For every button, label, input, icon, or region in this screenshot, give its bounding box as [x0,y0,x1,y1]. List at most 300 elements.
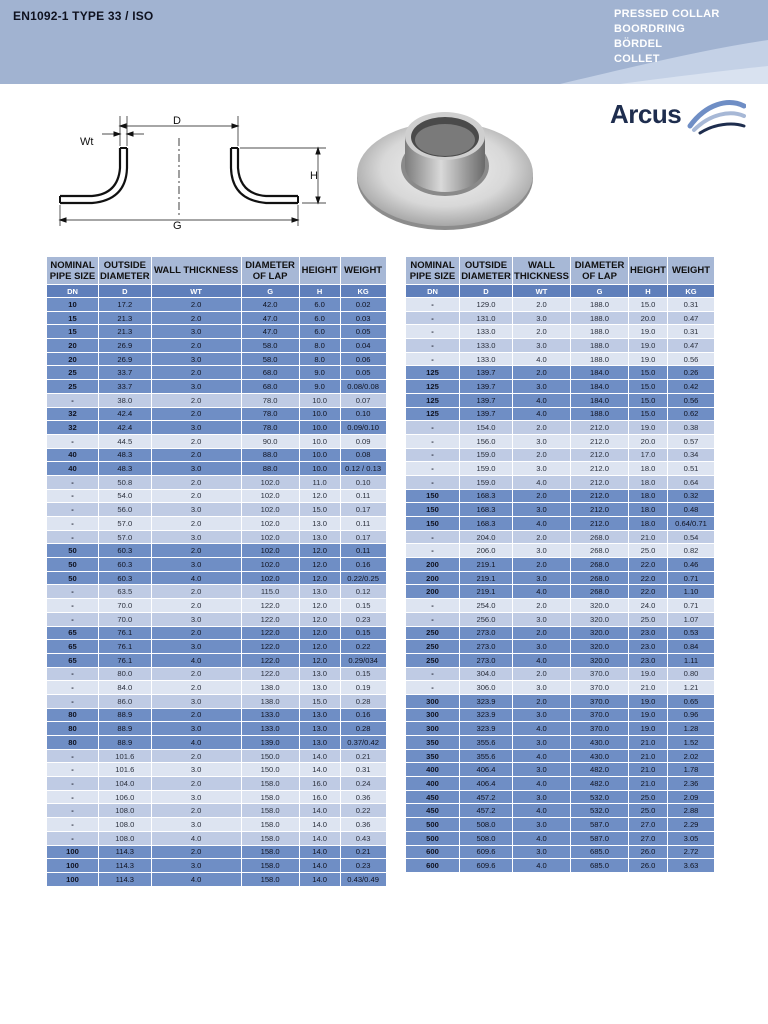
cell-diameter-of-lap: 47.0 [241,311,299,325]
cell-outside-diameter: 88.9 [99,708,152,722]
cell-height: 19.0 [629,667,668,681]
unit-header-wt: WT [151,285,241,298]
cell-height: 15.0 [299,694,340,708]
cell-diameter-of-lap: 482.0 [571,763,629,777]
cell-dn: - [47,694,99,708]
table-row [406,777,715,791]
table-row [47,311,387,325]
cell-outside-diameter: 273.0 [460,640,513,654]
cell-height: 12.0 [299,599,340,613]
cell-weight: 0.37/0.42 [340,736,386,750]
cell-height: 14.0 [299,749,340,763]
cell-diameter-of-lap: 78.0 [241,421,299,435]
cell-wall-thickness: 3.0 [151,558,241,572]
cell-height: 10.0 [299,421,340,435]
cell-dn: 200 [406,585,460,599]
cell-dn: 125 [406,407,460,421]
cell-wall-thickness: 4.0 [513,749,571,763]
cell-diameter-of-lap: 150.0 [241,763,299,777]
cell-diameter-of-lap: 102.0 [241,544,299,558]
cell-outside-diameter: 80.0 [99,667,152,681]
cell-diameter-of-lap: 212.0 [571,421,629,435]
cell-outside-diameter: 139.7 [460,407,513,421]
cell-height: 13.0 [299,736,340,750]
cell-weight: 0.34 [668,448,715,462]
cell-dn: 200 [406,558,460,572]
table-row [406,393,715,407]
cell-diameter-of-lap: 212.0 [571,475,629,489]
table-row [47,845,387,859]
cell-diameter-of-lap: 133.0 [241,708,299,722]
cell-height: 16.0 [299,777,340,791]
cell-diameter-of-lap: 42.0 [241,298,299,312]
cell-diameter-of-lap: 188.0 [571,325,629,339]
cell-dn: 150 [406,517,460,531]
cell-weight: 2.88 [668,804,715,818]
cell-diameter-of-lap: 320.0 [571,599,629,613]
cell-height: 12.0 [299,571,340,585]
cell-weight: 0.71 [668,571,715,585]
cell-height: 12.0 [299,653,340,667]
cell-height: 9.0 [299,366,340,380]
unit-header-kg: KG [340,285,386,298]
cell-height: 19.0 [629,339,668,353]
cell-weight: 0.11 [340,544,386,558]
table-row [47,407,387,421]
cell-dn: - [47,777,99,791]
cell-wall-thickness: 3.0 [151,818,241,832]
cell-dn: 25 [47,366,99,380]
cell-wall-thickness: 4.0 [513,722,571,736]
cell-diameter-of-lap: 587.0 [571,831,629,845]
table-row [406,462,715,476]
cell-height: 18.0 [629,517,668,531]
drawing-label-g: G [173,220,182,232]
cell-weight: 0.51 [668,462,715,476]
table-row [406,311,715,325]
cell-outside-diameter: 60.3 [99,558,152,572]
header-band [0,0,768,84]
cell-wall-thickness: 3.0 [513,708,571,722]
cell-wall-thickness: 2.0 [513,325,571,339]
cell-wall-thickness: 4.0 [513,859,571,873]
arcus-logo [606,96,746,136]
cell-outside-diameter: 508.0 [460,818,513,832]
cell-dn: - [406,421,460,435]
cell-height: 15.0 [629,298,668,312]
cell-wall-thickness: 3.0 [513,462,571,476]
table-row [406,530,715,544]
cell-height: 19.0 [629,352,668,366]
cell-outside-diameter: 26.9 [99,352,152,366]
cell-dn: - [406,599,460,613]
cell-weight: 0.31 [668,298,715,312]
cell-diameter-of-lap: 90.0 [241,434,299,448]
table-row [47,544,387,558]
cell-wall-thickness: 3.0 [513,434,571,448]
cell-wall-thickness: 2.0 [151,544,241,558]
cell-outside-diameter: 139.7 [460,393,513,407]
cell-weight: 1.52 [668,736,715,750]
cell-outside-diameter: 108.0 [99,818,152,832]
cell-diameter-of-lap: 188.0 [571,407,629,421]
table-row [47,585,387,599]
cell-weight: 0.12 / 0.13 [340,462,386,476]
cell-outside-diameter: 86.0 [99,694,152,708]
cell-dn: 450 [406,804,460,818]
cell-dn: 80 [47,722,99,736]
cell-diameter-of-lap: 370.0 [571,681,629,695]
cell-outside-diameter: 26.9 [99,339,152,353]
table-row [406,585,715,599]
cell-outside-diameter: 56.0 [99,503,152,517]
cell-wall-thickness: 3.0 [513,681,571,695]
cell-dn: - [406,311,460,325]
cell-outside-diameter: 133.0 [460,325,513,339]
cell-dn: 300 [406,722,460,736]
cell-outside-diameter: 133.0 [460,339,513,353]
cell-weight: 0.28 [340,694,386,708]
cell-diameter-of-lap: 532.0 [571,804,629,818]
cell-wall-thickness: 4.0 [151,831,241,845]
cell-outside-diameter: 101.6 [99,749,152,763]
cell-outside-diameter: 609.6 [460,859,513,873]
cell-wall-thickness: 2.0 [151,749,241,763]
cell-diameter-of-lap: 78.0 [241,407,299,421]
table-row [406,640,715,654]
cell-wall-thickness: 3.0 [513,640,571,654]
cell-height: 15.0 [629,380,668,394]
product-name-english: PRESSED COLLAR [614,8,720,20]
cell-height: 18.0 [629,489,668,503]
cell-weight: 0.02 [340,298,386,312]
cell-wall-thickness: 3.0 [513,339,571,353]
cell-outside-diameter: 106.0 [99,790,152,804]
cell-outside-diameter: 76.1 [99,626,152,640]
table-row [47,599,387,613]
cell-dn: - [47,434,99,448]
cell-dn: 125 [406,380,460,394]
cell-wall-thickness: 2.0 [513,298,571,312]
table-row [47,804,387,818]
cell-weight: 0.22/0.25 [340,571,386,585]
cell-wall-thickness: 4.0 [513,831,571,845]
table-row [406,612,715,626]
cell-dn: 32 [47,407,99,421]
cell-wall-thickness: 2.0 [151,626,241,640]
table-row [406,434,715,448]
cell-dn: - [406,352,460,366]
cell-outside-diameter: 88.9 [99,722,152,736]
table-body-left [47,298,387,887]
cell-dn: - [406,475,460,489]
cell-height: 19.0 [629,722,668,736]
cell-weight: 0.17 [340,503,386,517]
cell-weight: 0.48 [668,503,715,517]
cell-dn: - [406,339,460,353]
cell-outside-diameter: 70.0 [99,612,152,626]
cell-height: 14.0 [299,818,340,832]
cell-weight: 0.43 [340,831,386,845]
cell-weight: 0.10 [340,407,386,421]
cell-diameter-of-lap: 370.0 [571,722,629,736]
table-row [406,489,715,503]
table-row [47,462,387,476]
cell-weight: 0.04 [340,339,386,353]
cell-wall-thickness: 2.0 [151,517,241,531]
cell-weight: 0.53 [668,626,715,640]
table-row [47,790,387,804]
cell-dn: - [47,681,99,695]
table-row [406,571,715,585]
cell-weight: 2.09 [668,790,715,804]
cell-wall-thickness: 4.0 [151,571,241,585]
cell-dn: - [47,763,99,777]
cell-diameter-of-lap: 88.0 [241,448,299,462]
cell-outside-diameter: 254.0 [460,599,513,613]
cell-outside-diameter: 76.1 [99,653,152,667]
cell-outside-diameter: 139.7 [460,366,513,380]
cell-wall-thickness: 2.0 [151,434,241,448]
cell-dn: 500 [406,818,460,832]
logo-wave-icon [686,96,746,136]
cell-outside-diameter: 323.9 [460,722,513,736]
cell-wall-thickness: 3.0 [513,380,571,394]
cell-dn: 50 [47,558,99,572]
cell-weight: 3.63 [668,859,715,873]
cell-diameter-of-lap: 158.0 [241,831,299,845]
cell-wall-thickness: 3.0 [513,544,571,558]
drawing-label-d: D [173,115,181,127]
cell-dn: 50 [47,571,99,585]
cell-weight: 0.32 [668,489,715,503]
cell-wall-thickness: 3.0 [151,640,241,654]
cell-outside-diameter: 219.1 [460,558,513,572]
cell-diameter-of-lap: 158.0 [241,845,299,859]
cell-diameter-of-lap: 268.0 [571,585,629,599]
table-row [47,571,387,585]
table-row [406,708,715,722]
cell-height: 9.0 [299,380,340,394]
table-row [47,475,387,489]
col-header-weight: WEIGHT [668,257,715,285]
cell-diameter-of-lap: 212.0 [571,448,629,462]
cell-diameter-of-lap: 133.0 [241,722,299,736]
cell-dn: 65 [47,653,99,667]
cell-weight: 0.46 [668,558,715,572]
cell-height: 23.0 [629,626,668,640]
cell-dn: - [406,667,460,681]
cell-weight: 0.54 [668,530,715,544]
cell-diameter-of-lap: 58.0 [241,352,299,366]
cell-diameter-of-lap: 370.0 [571,708,629,722]
cell-height: 16.0 [299,790,340,804]
cell-dn: - [47,489,99,503]
cell-weight: 0.84 [668,640,715,654]
cell-weight: 0.09/0.10 [340,421,386,435]
cell-wall-thickness: 2.0 [151,667,241,681]
cell-height: 18.0 [629,475,668,489]
cell-dn: 40 [47,462,99,476]
cell-wall-thickness: 3.0 [513,763,571,777]
cell-diameter-of-lap: 58.0 [241,339,299,353]
cell-weight: 0.29/034 [340,653,386,667]
cell-height: 20.0 [629,434,668,448]
cell-diameter-of-lap: 139.0 [241,736,299,750]
cell-wall-thickness: 2.0 [151,448,241,462]
cell-dn: - [47,585,99,599]
cell-dn: 450 [406,790,460,804]
cell-height: 10.0 [299,393,340,407]
table-row [47,612,387,626]
cell-height: 14.0 [299,872,340,886]
cell-outside-diameter: 219.1 [460,571,513,585]
table-row [406,421,715,435]
cell-weight: 0.11 [340,517,386,531]
cell-wall-thickness: 4.0 [513,475,571,489]
cell-diameter-of-lap: 102.0 [241,475,299,489]
cell-weight: 0.64/0.71 [668,517,715,531]
cell-weight: 0.10 [340,475,386,489]
cell-wall-thickness: 3.0 [151,530,241,544]
cell-diameter-of-lap: 268.0 [571,571,629,585]
cell-weight: 3.05 [668,831,715,845]
cell-weight: 1.10 [668,585,715,599]
cell-weight: 0.64 [668,475,715,489]
cell-diameter-of-lap: 212.0 [571,489,629,503]
table-row [406,298,715,312]
cell-wall-thickness: 2.0 [151,681,241,695]
cell-weight: 0.23 [340,859,386,873]
cell-diameter-of-lap: 212.0 [571,462,629,476]
cell-outside-diameter: 168.3 [460,517,513,531]
cell-height: 6.0 [299,298,340,312]
cell-diameter-of-lap: 685.0 [571,859,629,873]
table-row [47,859,387,873]
cell-height: 11.0 [299,475,340,489]
cell-height: 12.0 [299,544,340,558]
cell-wall-thickness: 2.0 [151,708,241,722]
cell-diameter-of-lap: 158.0 [241,872,299,886]
cell-height: 13.0 [299,681,340,695]
unit-header-g: G [241,285,299,298]
cell-outside-diameter: 131.0 [460,311,513,325]
cell-diameter-of-lap: 122.0 [241,612,299,626]
cell-wall-thickness: 4.0 [513,517,571,531]
cell-height: 10.0 [299,448,340,462]
cell-height: 21.0 [629,530,668,544]
cell-dn: 400 [406,777,460,791]
col-header-wall-thickness: WALL THICKNESS [151,257,241,285]
cell-wall-thickness: 2.0 [151,298,241,312]
cell-outside-diameter: 33.7 [99,366,152,380]
cell-outside-diameter: 304.0 [460,667,513,681]
cell-diameter-of-lap: 138.0 [241,681,299,695]
cell-dn: - [406,298,460,312]
table-row [406,352,715,366]
cell-weight: 0.03 [340,311,386,325]
cell-height: 13.0 [299,722,340,736]
cell-weight: 0.62 [668,407,715,421]
cell-diameter-of-lap: 184.0 [571,366,629,380]
cell-wall-thickness: 2.0 [513,448,571,462]
table-row [406,380,715,394]
cell-weight: 0.23 [340,612,386,626]
cell-height: 18.0 [629,503,668,517]
cell-height: 13.0 [299,517,340,531]
cell-outside-diameter: 101.6 [99,763,152,777]
cell-wall-thickness: 3.0 [151,694,241,708]
cell-diameter-of-lap: 158.0 [241,804,299,818]
cell-wall-thickness: 2.0 [151,599,241,613]
cell-weight: 0.31 [668,325,715,339]
cell-outside-diameter: 273.0 [460,626,513,640]
cell-wall-thickness: 3.0 [151,380,241,394]
cell-outside-diameter: 129.0 [460,298,513,312]
cell-height: 6.0 [299,311,340,325]
cell-outside-diameter: 42.4 [99,421,152,435]
cell-diameter-of-lap: 102.0 [241,489,299,503]
cell-dn: 100 [47,859,99,873]
cell-wall-thickness: 4.0 [151,872,241,886]
cell-height: 21.0 [629,777,668,791]
cell-weight: 0.65 [668,694,715,708]
table-row [406,599,715,613]
cell-wall-thickness: 3.0 [151,722,241,736]
cell-outside-diameter: 159.0 [460,462,513,476]
cell-diameter-of-lap: 370.0 [571,694,629,708]
table-row [406,448,715,462]
cell-dn: 20 [47,339,99,353]
cell-outside-diameter: 406.4 [460,777,513,791]
cell-height: 15.0 [629,366,668,380]
cell-wall-thickness: 3.0 [151,763,241,777]
cell-dn: - [406,325,460,339]
cell-outside-diameter: 168.3 [460,503,513,517]
cell-weight: 1.21 [668,681,715,695]
cell-height: 8.0 [299,339,340,353]
cell-dn: - [47,667,99,681]
cell-weight: 0.26 [668,366,715,380]
table-row [406,681,715,695]
cell-weight: 0.56 [668,352,715,366]
cell-wall-thickness: 3.0 [151,325,241,339]
cell-dn: - [47,612,99,626]
table-row [47,448,387,462]
cell-outside-diameter: 168.3 [460,489,513,503]
cell-outside-diameter: 273.0 [460,653,513,667]
cell-weight: 2.72 [668,845,715,859]
cell-dn: - [406,530,460,544]
cell-diameter-of-lap: 188.0 [571,311,629,325]
cell-dn: 25 [47,380,99,394]
cell-wall-thickness: 3.0 [151,859,241,873]
table-row [406,653,715,667]
cell-weight: 0.11 [340,489,386,503]
cell-wall-thickness: 4.0 [151,736,241,750]
cell-height: 19.0 [629,325,668,339]
cell-dn: 100 [47,872,99,886]
cell-weight: 0.17 [340,530,386,544]
cell-diameter-of-lap: 188.0 [571,298,629,312]
cell-wall-thickness: 4.0 [513,777,571,791]
table-row [47,694,387,708]
cell-height: 25.0 [629,544,668,558]
cell-weight: 1.78 [668,763,715,777]
cell-diameter-of-lap: 158.0 [241,859,299,873]
cell-wall-thickness: 4.0 [151,653,241,667]
cell-weight: 0.82 [668,544,715,558]
